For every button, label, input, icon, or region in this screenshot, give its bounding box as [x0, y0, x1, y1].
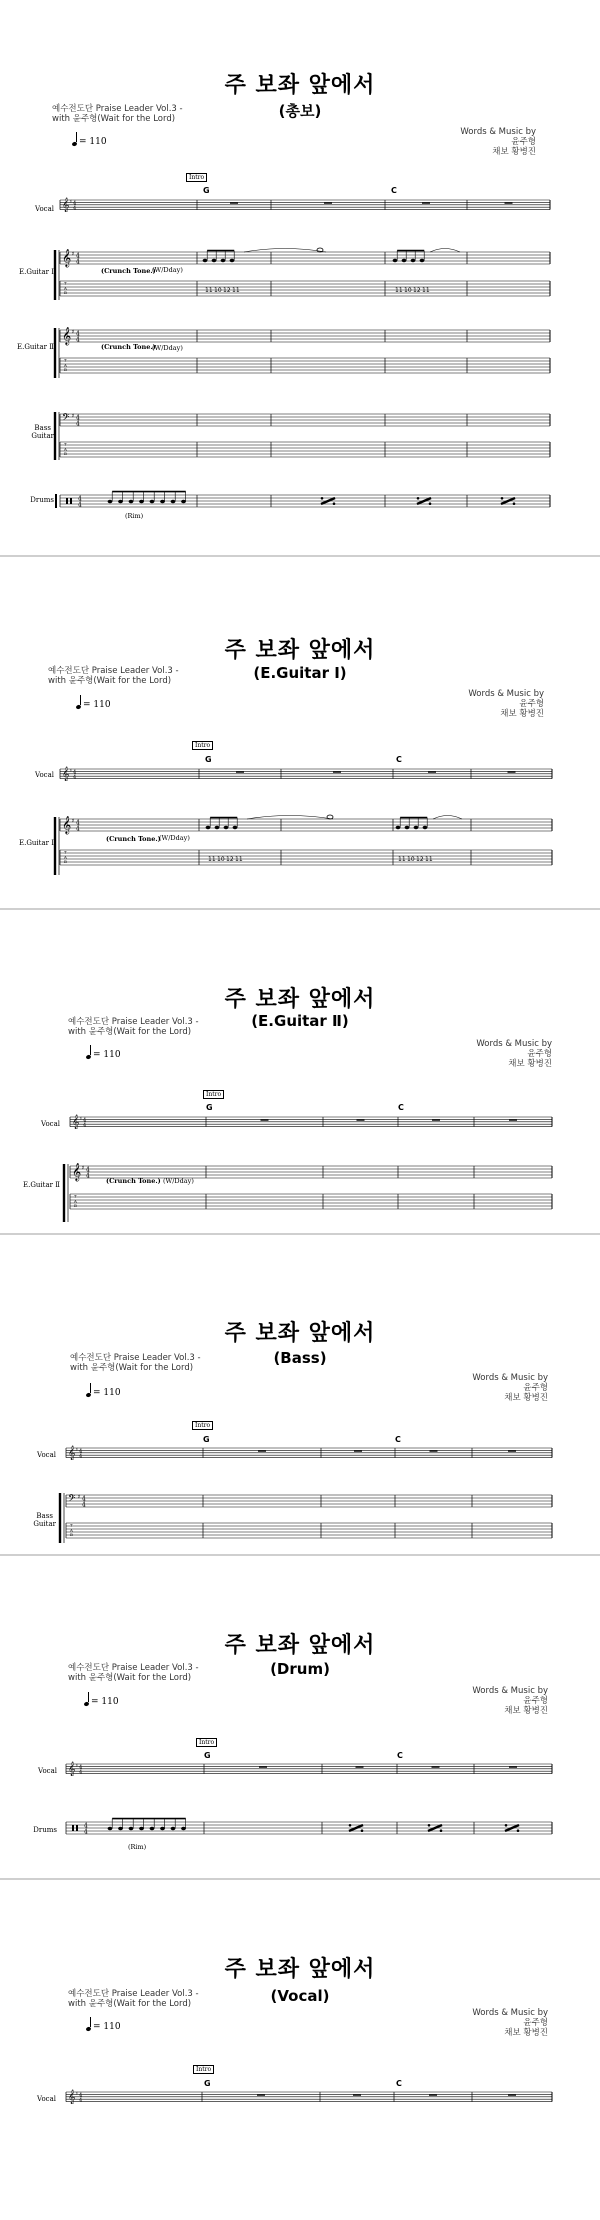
- time-signature: 4: [77, 501, 82, 509]
- sharp-icon: ♯: [75, 1447, 78, 1453]
- score-page-vocal: [0, 1880, 600, 2220]
- tab-number: 12: [223, 287, 231, 294]
- time-signature: 4: [79, 1453, 83, 1460]
- note-head: [160, 500, 165, 503]
- repeat-dot: [417, 497, 420, 500]
- tab-number: 12: [416, 856, 424, 863]
- note-head: [393, 259, 398, 262]
- treble-clef-icon: 𝄞: [62, 248, 72, 267]
- whole-rest: [432, 1119, 440, 1120]
- sharp-icon: ♯: [75, 2091, 78, 2097]
- credits: Words & Music by 윤주형 채보 황병진: [460, 127, 536, 157]
- sharp-icon: ♯: [71, 251, 75, 258]
- sharp-icon: ♯: [69, 768, 72, 774]
- source-info: 예수전도단 Praise Leader Vol.3 - with 윤주형(Wait for the Lord): [68, 1663, 199, 1683]
- score-page-drum: [0, 1556, 600, 1878]
- sharp-icon: ♯: [75, 1763, 78, 1769]
- tab-number: 11: [205, 287, 213, 294]
- treble-clef-icon: 𝄞: [62, 196, 70, 212]
- part-label-vocal: Vocal: [35, 771, 54, 779]
- tab-clef-icon: A: [64, 362, 67, 368]
- part-label-vocal: Vocal: [38, 1767, 57, 1775]
- chord-symbol: G: [203, 186, 210, 195]
- page-subtitle: (총보): [278, 102, 322, 120]
- treble-clef-icon: 𝄞: [72, 1162, 82, 1181]
- page-title: 주 보좌 앞에서: [224, 1633, 376, 1658]
- sharp-icon: ♯: [79, 1116, 82, 1122]
- chord-symbol: C: [395, 1435, 401, 1444]
- repeat-dot: [501, 497, 504, 500]
- effect-annotation: (W/Dday): [163, 1177, 194, 1185]
- tone-annotation: (Crunch Tone.): [101, 267, 156, 275]
- note-head: [171, 500, 176, 503]
- part-label-bass: Bass Guitar: [33, 1512, 56, 1528]
- whole-rest: [508, 2094, 516, 2095]
- repeat-dot: [333, 502, 336, 505]
- note-head: [171, 1827, 176, 1830]
- repeat-dot: [513, 502, 516, 505]
- tempo-mark: = 110: [86, 1385, 121, 1398]
- tab-clef-icon: A: [64, 285, 67, 291]
- note-head: [118, 1827, 123, 1830]
- tab-clef-icon: B: [74, 1203, 77, 1209]
- whole-rest: [230, 202, 238, 203]
- note-head: [221, 259, 226, 262]
- credits: Words & Music by 윤주형 채보 황병진: [468, 689, 544, 719]
- time-signature: 4: [81, 1501, 86, 1509]
- page-title: 주 보좌 앞에서: [224, 987, 376, 1012]
- note-head: [108, 500, 113, 503]
- sharp-icon: ♯: [69, 199, 72, 205]
- whole-rest: [509, 1119, 517, 1120]
- time-signature: 4: [73, 774, 77, 781]
- whole-rest: [428, 771, 436, 772]
- note-head: [118, 500, 123, 503]
- chord-symbol: C: [396, 2079, 402, 2088]
- rim-annotation: (Rim): [128, 1843, 147, 1851]
- time-signature: 4: [79, 2092, 83, 2099]
- whole-note: [317, 248, 323, 252]
- tempo-mark: = 110: [72, 134, 107, 147]
- credits: Words & Music by 윤주형 채보 황병진: [472, 1686, 548, 1716]
- whole-rest: [259, 1766, 267, 1767]
- tie: [433, 816, 462, 820]
- whole-rest: [422, 202, 430, 203]
- source-info: 예수전도단 Praise Leader Vol.3 - with 윤주형(Wait for the Lord): [68, 1989, 199, 2009]
- part-label-guitar1: E.Guitar Ⅰ: [19, 839, 54, 847]
- score-system: [0, 557, 600, 908]
- note-head: [423, 826, 428, 829]
- repeat-dot: [505, 1824, 508, 1827]
- percussion-clef-icon: [72, 1825, 74, 1831]
- score-system: [0, 910, 600, 1233]
- rehearsal-mark: Intro: [192, 1421, 213, 1430]
- credits: Words & Music by 윤주형 채보 황병진: [472, 1373, 548, 1403]
- repeat-dot: [321, 497, 324, 500]
- tempo-mark: = 110: [76, 697, 111, 710]
- chord-symbol: G: [206, 1103, 213, 1112]
- tab-clef-icon: B: [64, 859, 67, 865]
- whole-rest: [429, 2094, 437, 2095]
- tempo-mark: = 110: [84, 1694, 119, 1707]
- credits: Words & Music by 윤주형 채보 황병진: [476, 1039, 552, 1069]
- tab-clef-icon: T: [64, 357, 67, 363]
- tone-annotation: (Crunch Tone.): [106, 835, 161, 843]
- repeat-dot: [349, 1824, 352, 1827]
- tab-clef-icon: B: [64, 367, 67, 373]
- time-signature: 4: [75, 414, 80, 422]
- note-head: [396, 826, 401, 829]
- part-label-vocal: Vocal: [37, 2095, 56, 2103]
- whole-rest: [258, 1450, 266, 1451]
- tab-clef-icon: B: [64, 451, 67, 457]
- time-signature: 4: [85, 1172, 90, 1180]
- tab-clef-icon: T: [70, 1522, 73, 1528]
- percussion-clef-icon: [70, 498, 72, 504]
- time-signature: 4: [73, 200, 77, 207]
- repeat-dot: [361, 1829, 364, 1832]
- tempo-mark: = 110: [86, 1047, 121, 1060]
- note-head: [411, 259, 416, 262]
- tab-clef-icon: A: [64, 854, 67, 860]
- note-head: [139, 1827, 144, 1830]
- whole-rest: [508, 771, 516, 772]
- score-system: [0, 0, 600, 555]
- treble-clef-icon: 𝄞: [62, 326, 72, 345]
- time-signature: 4: [79, 1764, 83, 1771]
- repeat-dot: [440, 1829, 443, 1832]
- time-signature: 4: [75, 330, 80, 338]
- part-label-drums: Drums: [33, 1826, 57, 1834]
- chord-symbol: G: [204, 1751, 211, 1760]
- time-signature: 4: [75, 825, 80, 833]
- chord-symbol: C: [397, 1751, 403, 1760]
- tab-number: 10: [214, 287, 222, 294]
- source-info: 예수전도단 Praise Leader Vol.3 - with 윤주형(Wait for the Lord): [48, 666, 179, 686]
- part-label-bass: Bass Guitar: [31, 424, 54, 440]
- part-label-guitar1: E.Guitar Ⅰ: [19, 268, 54, 276]
- time-signature: 4: [75, 420, 80, 428]
- whole-rest: [236, 771, 244, 772]
- tab-number: 11: [235, 856, 243, 863]
- rehearsal-mark: Intro: [186, 173, 207, 182]
- whole-rest: [333, 771, 341, 772]
- percussion-clef-icon: [76, 1825, 78, 1831]
- note-head: [212, 259, 217, 262]
- tab-number: 11: [395, 287, 403, 294]
- chord-symbol: G: [204, 2079, 211, 2088]
- time-signature: 4: [77, 495, 82, 503]
- whole-rest: [356, 1766, 364, 1767]
- time-signature: 4: [79, 2097, 83, 2104]
- page-title: 주 보좌 앞에서: [224, 1321, 376, 1346]
- tab-number: 11: [398, 856, 406, 863]
- part-label-vocal: Vocal: [35, 205, 54, 213]
- sharp-icon: ♯: [81, 1165, 85, 1172]
- time-signature: 4: [83, 1822, 88, 1830]
- tab-clef-icon: A: [74, 1198, 77, 1204]
- tie: [244, 249, 326, 253]
- note-head: [414, 826, 419, 829]
- tab-number: 12: [413, 287, 421, 294]
- tab-clef-icon: T: [64, 441, 67, 447]
- tab-number: 10: [404, 287, 412, 294]
- note-head: [206, 826, 211, 829]
- score-page-bass: [0, 1235, 600, 1554]
- score-page-guitar2: [0, 910, 600, 1233]
- page-title: 주 보좌 앞에서: [224, 73, 376, 98]
- percussion-clef-icon: [66, 498, 68, 504]
- tab-clef-icon: T: [64, 849, 67, 855]
- page-title: 주 보좌 앞에서: [224, 1957, 376, 1982]
- tab-clef-icon: B: [64, 290, 67, 296]
- rim-annotation: (Rim): [125, 512, 144, 520]
- page-subtitle: (E.Guitar Ⅱ): [251, 1012, 349, 1030]
- time-signature: 4: [85, 1166, 90, 1174]
- part-label-vocal: Vocal: [41, 1120, 60, 1128]
- effect-annotation: (W/Dday): [152, 344, 183, 352]
- chord-symbol: G: [203, 1435, 210, 1444]
- score-system: [0, 1880, 600, 2220]
- treble-clef-icon: 𝄞: [62, 815, 72, 834]
- whole-rest: [257, 2094, 265, 2095]
- note-head: [139, 500, 144, 503]
- note-head: [402, 259, 407, 262]
- time-signature: 4: [79, 1769, 83, 1776]
- page-subtitle: (Vocal): [270, 1987, 330, 2005]
- note-head: [405, 826, 410, 829]
- note-head: [150, 1827, 155, 1830]
- tone-annotation: (Crunch Tone.): [106, 1177, 161, 1185]
- chord-symbol: G: [205, 755, 212, 764]
- note-head: [129, 1827, 134, 1830]
- repeat-dot: [429, 502, 432, 505]
- time-signature: 4: [81, 1495, 86, 1503]
- tab-number: 10: [217, 856, 225, 863]
- time-signature: 4: [75, 258, 80, 266]
- tab-number: 11: [208, 856, 216, 863]
- bass-clef-icon: 𝄢: [68, 1491, 76, 1506]
- tab-number: 11: [422, 287, 430, 294]
- tone-annotation: (Crunch Tone.): [101, 343, 156, 351]
- whole-rest: [508, 1450, 516, 1451]
- sharp-icon: ♯: [71, 413, 75, 420]
- credits: Words & Music by 윤주형 채보 황병진: [472, 2008, 548, 2038]
- source-info: 예수전도단 Praise Leader Vol.3 - with 윤주형(Wait for the Lord): [52, 104, 183, 124]
- tab-number: 11: [425, 856, 433, 863]
- whole-rest: [354, 1450, 362, 1451]
- time-signature: 4: [83, 1828, 88, 1836]
- page-subtitle: (Bass): [273, 1349, 327, 1367]
- tab-clef-icon: A: [64, 446, 67, 452]
- score-system: [0, 1556, 600, 1878]
- treble-clef-icon: 𝄞: [68, 1760, 76, 1776]
- whole-rest: [261, 1119, 269, 1120]
- chord-symbol: C: [396, 755, 402, 764]
- tab-number: 12: [226, 856, 234, 863]
- source-info: 예수전도단 Praise Leader Vol.3 - with 윤주형(Wait for the Lord): [68, 1017, 199, 1037]
- time-signature: 4: [83, 1122, 87, 1129]
- tempo-mark: = 110: [86, 2019, 121, 2032]
- whole-rest: [432, 1766, 440, 1767]
- treble-clef-icon: 𝄞: [62, 765, 70, 781]
- page-title: 주 보좌 앞에서: [224, 638, 376, 663]
- note-head: [224, 826, 229, 829]
- whole-rest: [357, 1119, 365, 1120]
- score-page-guitar1: [0, 557, 600, 908]
- tab-number: 10: [407, 856, 415, 863]
- sharp-icon: ♯: [77, 1494, 81, 1501]
- note-head: [420, 259, 425, 262]
- tie: [247, 816, 333, 820]
- time-signature: 4: [73, 205, 77, 212]
- rehearsal-mark: Intro: [196, 1738, 217, 1747]
- part-label-guitar2: E.Guitar Ⅱ: [17, 343, 54, 351]
- note-head: [129, 500, 134, 503]
- note-head: [160, 1827, 165, 1830]
- note-head: [230, 259, 235, 262]
- part-label-guitar2: E.Guitar Ⅱ: [23, 1181, 60, 1189]
- tab-clef-icon: A: [70, 1527, 73, 1533]
- tab-clef-icon: B: [70, 1532, 73, 1538]
- time-signature: 4: [75, 336, 80, 344]
- treble-clef-icon: 𝄞: [68, 1444, 76, 1460]
- time-signature: 4: [75, 819, 80, 827]
- source-info: 예수전도단 Praise Leader Vol.3 - with 윤주형(Wait for the Lord): [70, 1353, 201, 1373]
- repeat-dot: [517, 1829, 520, 1832]
- bass-clef-icon: 𝄢: [62, 410, 70, 425]
- whole-rest: [353, 2094, 361, 2095]
- sharp-icon: ♯: [71, 818, 75, 825]
- whole-rest: [324, 202, 332, 203]
- effect-annotation: (W/Dday): [159, 834, 190, 842]
- score-page-full: [0, 0, 600, 555]
- tab-clef-icon: T: [64, 280, 67, 286]
- time-signature: 4: [83, 1117, 87, 1124]
- note-head: [181, 500, 186, 503]
- page-subtitle: (E.Guitar Ⅰ): [253, 664, 347, 682]
- tie: [430, 249, 460, 253]
- time-signature: 4: [73, 769, 77, 776]
- whole-rest: [509, 1766, 517, 1767]
- whole-rest: [430, 1450, 438, 1451]
- tab-clef-icon: T: [74, 1193, 77, 1199]
- chord-symbol: C: [398, 1103, 404, 1112]
- note-head: [150, 500, 155, 503]
- note-head: [233, 826, 238, 829]
- part-label-vocal: Vocal: [37, 1451, 56, 1459]
- effect-annotation: (W/Dday): [152, 266, 183, 274]
- sharp-icon: ♯: [71, 329, 75, 336]
- time-signature: 4: [79, 1448, 83, 1455]
- rehearsal-mark: Intro: [203, 1090, 224, 1099]
- rehearsal-mark: Intro: [192, 741, 213, 750]
- note-head: [108, 1827, 113, 1830]
- note-head: [215, 826, 220, 829]
- tab-number: 11: [232, 287, 240, 294]
- note-head: [181, 1827, 186, 1830]
- note-head: [203, 259, 208, 262]
- time-signature: 4: [75, 252, 80, 260]
- chord-symbol: C: [391, 186, 397, 195]
- part-label-drums: Drums: [30, 496, 54, 504]
- repeat-dot: [428, 1824, 431, 1827]
- treble-clef-icon: 𝄞: [72, 1113, 80, 1129]
- treble-clef-icon: 𝄞: [68, 2088, 76, 2104]
- whole-rest: [505, 202, 513, 203]
- score-system: [0, 1235, 600, 1554]
- page-subtitle: (Drum): [270, 1660, 330, 1678]
- rehearsal-mark: Intro: [193, 2065, 214, 2074]
